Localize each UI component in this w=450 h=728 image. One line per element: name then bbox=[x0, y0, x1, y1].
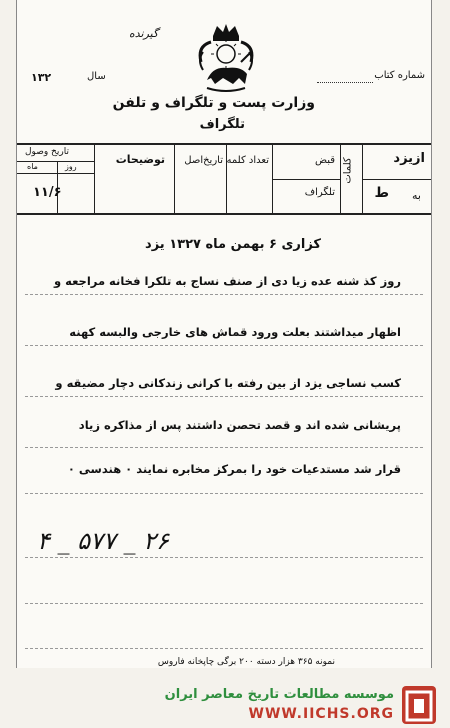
arrival-value: ۱۱/۶ bbox=[33, 185, 62, 200]
year-label: سال bbox=[87, 71, 106, 82]
message-line-3: کسب نساجی یزد از بین رفته با کرانی زندکانی دچار مضیقه و bbox=[55, 376, 401, 390]
lion-and-sun-emblem-icon bbox=[193, 22, 259, 96]
institute-banner bbox=[0, 684, 450, 727]
message-line-2: اظهار میداشتند بعلت ورود قماش های خارجی والبسه کهنه bbox=[69, 325, 401, 339]
words-label: کلمات bbox=[342, 157, 354, 184]
book-number-blank bbox=[317, 82, 373, 83]
to-value: ط bbox=[374, 185, 389, 201]
receipt-label: قبض bbox=[314, 155, 335, 166]
institute-title: موسسه مطالعات تاریخ معاصر ایران bbox=[164, 687, 394, 702]
arrival-date-label: تاریخ وصول bbox=[25, 147, 69, 157]
message-date-line: کزاری ۶ بهمن ماه ۱۳۲۷ یزد bbox=[145, 237, 321, 252]
word-count-label: تعداد کلمه bbox=[226, 155, 269, 166]
telegram-form bbox=[16, 0, 432, 668]
ministry-title: وزارت پست و تلگراف و تلفن bbox=[112, 95, 315, 111]
day-label: روز bbox=[65, 162, 77, 171]
message-line-5: قرار شد مستدعیات خود را بمرکز مخابره نمایند ۰ هندسی ۰ bbox=[67, 462, 401, 476]
receiver-label: گیرنده bbox=[129, 27, 159, 40]
message-line-4: پریشانی شده اند و قصد تحصن داشتند پس از مذاکره زیاد bbox=[78, 418, 401, 432]
notes-label: توضیحات bbox=[115, 153, 165, 166]
institute-url[interactable]: WWW.IICHS.ORG bbox=[248, 706, 394, 722]
to-label: به bbox=[412, 189, 421, 202]
year-value: ۱۳۲ bbox=[31, 71, 52, 84]
institute-logo-icon bbox=[402, 686, 436, 724]
header-table bbox=[17, 143, 431, 215]
book-number-label: شماره کتاب bbox=[374, 70, 425, 81]
month-label: ماه bbox=[27, 162, 38, 171]
form-print-note: نمونه ۳۶۵ هزار دسته ۲۰۰ برگی چاپخانه فاروس bbox=[157, 657, 335, 667]
message-line-1: روز کذ شنه عده زیا دی از صنف نساج به تلکرا فخانه مراجعه و bbox=[53, 274, 401, 288]
origin-date-label: تاریخ‌اصل bbox=[184, 155, 223, 166]
service-title: تلگراف bbox=[199, 117, 245, 132]
handwritten-number: ۴ _ ۵۷۷ _ ۲۶ bbox=[37, 527, 169, 555]
from-label: ازیزد bbox=[393, 151, 425, 166]
telegraph-label: تلگراف bbox=[304, 187, 335, 198]
